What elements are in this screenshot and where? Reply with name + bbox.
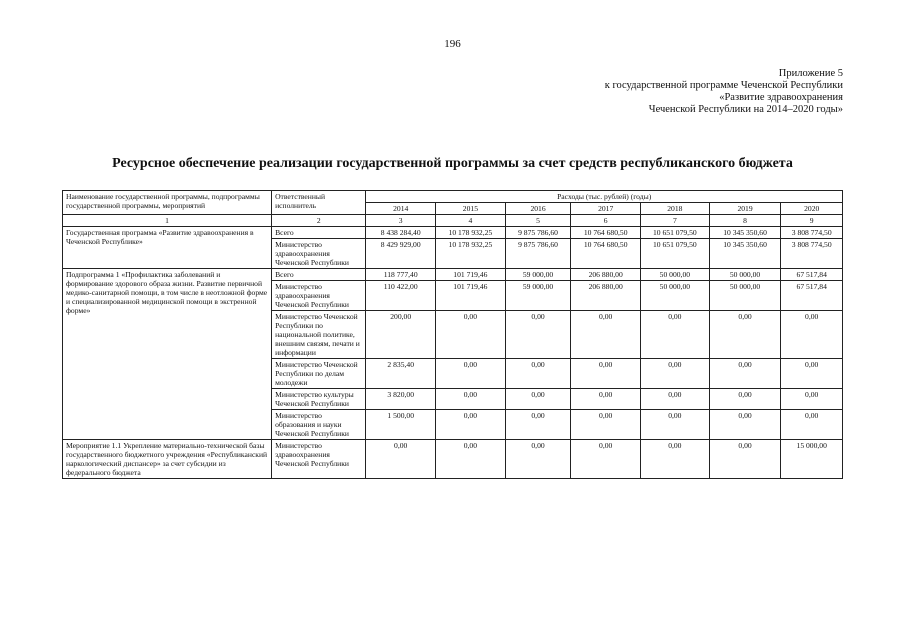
expense-value-cell: 0,00 (781, 410, 843, 440)
table-row (63, 440, 843, 479)
expense-value-cell: 0,00 (366, 440, 436, 479)
expense-value-cell: 0,00 (571, 440, 641, 479)
column-index: 1 (63, 215, 272, 227)
expense-value-cell: 0,00 (641, 440, 710, 479)
header-name: Наименование государственной программы, подпрограммы государственной программы, мероприятий (63, 191, 272, 215)
program-name-cell: Государственная программа «Развитие здравоохранения в Чеченской Республике» (63, 227, 272, 269)
expense-value-cell: 10 178 932,25 (436, 227, 506, 239)
column-index: 4 (436, 215, 506, 227)
expense-value-cell: 9 875 786,60 (505, 239, 571, 269)
expense-value-cell: 0,00 (709, 410, 781, 440)
table-row (63, 227, 843, 239)
expense-value-cell: 206 880,00 (571, 281, 641, 311)
expense-value-cell: 50 000,00 (641, 269, 710, 281)
expense-value-cell: 101 719,46 (436, 281, 506, 311)
expense-value-cell: 0,00 (571, 311, 641, 359)
expense-value-cell: 0,00 (781, 359, 843, 389)
expense-value-cell: 200,00 (366, 311, 436, 359)
header-executor: Ответственный исполнитель (272, 191, 366, 215)
expense-value-cell: 15 000,00 (781, 440, 843, 479)
expense-value-cell: 50 000,00 (709, 281, 781, 311)
expense-value-cell: 0,00 (571, 389, 641, 410)
header-year: 2018 (641, 203, 710, 215)
expense-value-cell: 67 517,84 (781, 281, 843, 311)
expense-value-cell: 3 820,00 (366, 389, 436, 410)
expense-value-cell: 0,00 (571, 410, 641, 440)
column-index: 3 (366, 215, 436, 227)
header-expenses: Расходы (тыс. рублей) (годы) (366, 191, 843, 203)
table-row (63, 269, 843, 281)
expense-value-cell: 50 000,00 (641, 281, 710, 311)
header-year: 2015 (436, 203, 506, 215)
column-index: 7 (641, 215, 710, 227)
expense-value-cell: 0,00 (571, 359, 641, 389)
executor-cell: Всего (272, 269, 366, 281)
expense-value-cell: 3 808 774,50 (781, 227, 843, 239)
expense-value-cell: 67 517,84 (781, 269, 843, 281)
column-index: 2 (272, 215, 366, 227)
appendix-line: Приложение 5 (778, 68, 843, 79)
executor-cell: Министерство здравоохранения Чеченской Республики (272, 281, 366, 311)
expense-value-cell: 0,00 (641, 311, 710, 359)
expense-value-cell: 2 835,40 (366, 359, 436, 389)
page-number: 196 (444, 38, 461, 50)
document-title: Ресурсное обеспечение реализации государственной программы за счет средств республиканского бюджета (112, 156, 793, 171)
expense-value-cell: 0,00 (641, 359, 710, 389)
expense-value-cell: 0,00 (709, 359, 781, 389)
header-year: 2020 (781, 203, 843, 215)
expense-value-cell: 8 438 284,40 (366, 227, 436, 239)
expense-value-cell: 110 422,00 (366, 281, 436, 311)
appendix-line: к государственной программе Чеченской Республики (604, 80, 843, 91)
column-index: 9 (781, 215, 843, 227)
expense-value-cell: 0,00 (505, 389, 571, 410)
expense-value-cell: 59 000,00 (505, 269, 571, 281)
expense-value-cell: 0,00 (436, 410, 506, 440)
expense-value-cell: 0,00 (505, 359, 571, 389)
expense-value-cell: 0,00 (781, 311, 843, 359)
header-year: 2016 (505, 203, 571, 215)
expense-value-cell: 0,00 (709, 389, 781, 410)
expense-value-cell: 50 000,00 (709, 269, 781, 281)
header-year: 2019 (709, 203, 781, 215)
expense-value-cell: 118 777,40 (366, 269, 436, 281)
expense-value-cell: 1 500,00 (366, 410, 436, 440)
expense-value-cell: 0,00 (505, 410, 571, 440)
expense-value-cell: 0,00 (436, 389, 506, 410)
executor-cell: Министерство Чеченской Республики по национальной политике, внешним связям, печати и информации (272, 311, 366, 359)
expense-value-cell: 10 345 350,60 (709, 227, 781, 239)
expense-value-cell: 8 429 929,00 (366, 239, 436, 269)
column-index: 8 (709, 215, 781, 227)
expense-value-cell: 0,00 (505, 311, 571, 359)
column-index: 6 (571, 215, 641, 227)
executor-cell: Министерство Чеченской Республики по делам молодежи (272, 359, 366, 389)
resource-table (62, 190, 843, 479)
program-name-cell: Мероприятие 1.1 Укрепление материально-технической базы государственного бюджетного учреждения «Республиканский наркологический диспансер» за счет субсидии из федерального бюджета (63, 440, 272, 479)
expense-value-cell: 10 764 680,50 (571, 239, 641, 269)
expense-value-cell: 0,00 (641, 410, 710, 440)
header-year: 2014 (366, 203, 436, 215)
expense-value-cell: 10 651 079,50 (641, 227, 710, 239)
expense-value-cell: 59 000,00 (505, 281, 571, 311)
executor-cell: Министерство культуры Чеченской Республики (272, 389, 366, 410)
executor-cell: Министерство здравоохранения Чеченской Республики (272, 239, 366, 269)
expense-value-cell: 0,00 (436, 440, 506, 479)
expense-value-cell: 10 764 680,50 (571, 227, 641, 239)
expense-value-cell: 0,00 (436, 311, 506, 359)
header-year: 2017 (571, 203, 641, 215)
expense-value-cell: 10 345 350,60 (709, 239, 781, 269)
header-row (63, 191, 843, 203)
column-index-row (63, 215, 843, 227)
expense-value-cell: 0,00 (709, 311, 781, 359)
appendix-note (605, 68, 843, 116)
expense-value-cell: 0,00 (436, 359, 506, 389)
expense-value-cell: 101 719,46 (436, 269, 506, 281)
expense-value-cell: 0,00 (781, 389, 843, 410)
expense-value-cell: 0,00 (505, 440, 571, 479)
column-index: 5 (505, 215, 571, 227)
expense-value-cell: 10 178 932,25 (436, 239, 506, 269)
expense-value-cell: 206 880,00 (571, 269, 641, 281)
appendix-line: «Развитие здравоохранения (719, 92, 843, 103)
executor-cell: Министерство здравоохранения Чеченской Республики (272, 440, 366, 479)
expense-value-cell: 3 808 774,50 (781, 239, 843, 269)
executor-cell: Министерство образования и науки Чеченской Республики (272, 410, 366, 440)
program-name-cell: Подпрограмма 1 «Профилактика заболеваний и формирование здорового образа жизни. Развитие первичной медико-санитарной помощи, в том числе в неотложной форме и специализированной медицинской помощи в экстренной форме» (63, 269, 272, 440)
appendix-line: Чеченской Республики на 2014–2020 годы» (648, 104, 843, 115)
executor-cell: Всего (272, 227, 366, 239)
expense-value-cell: 10 651 079,50 (641, 239, 710, 269)
expense-value-cell: 0,00 (709, 440, 781, 479)
expense-value-cell: 0,00 (641, 389, 710, 410)
expense-value-cell: 9 875 786,60 (505, 227, 571, 239)
